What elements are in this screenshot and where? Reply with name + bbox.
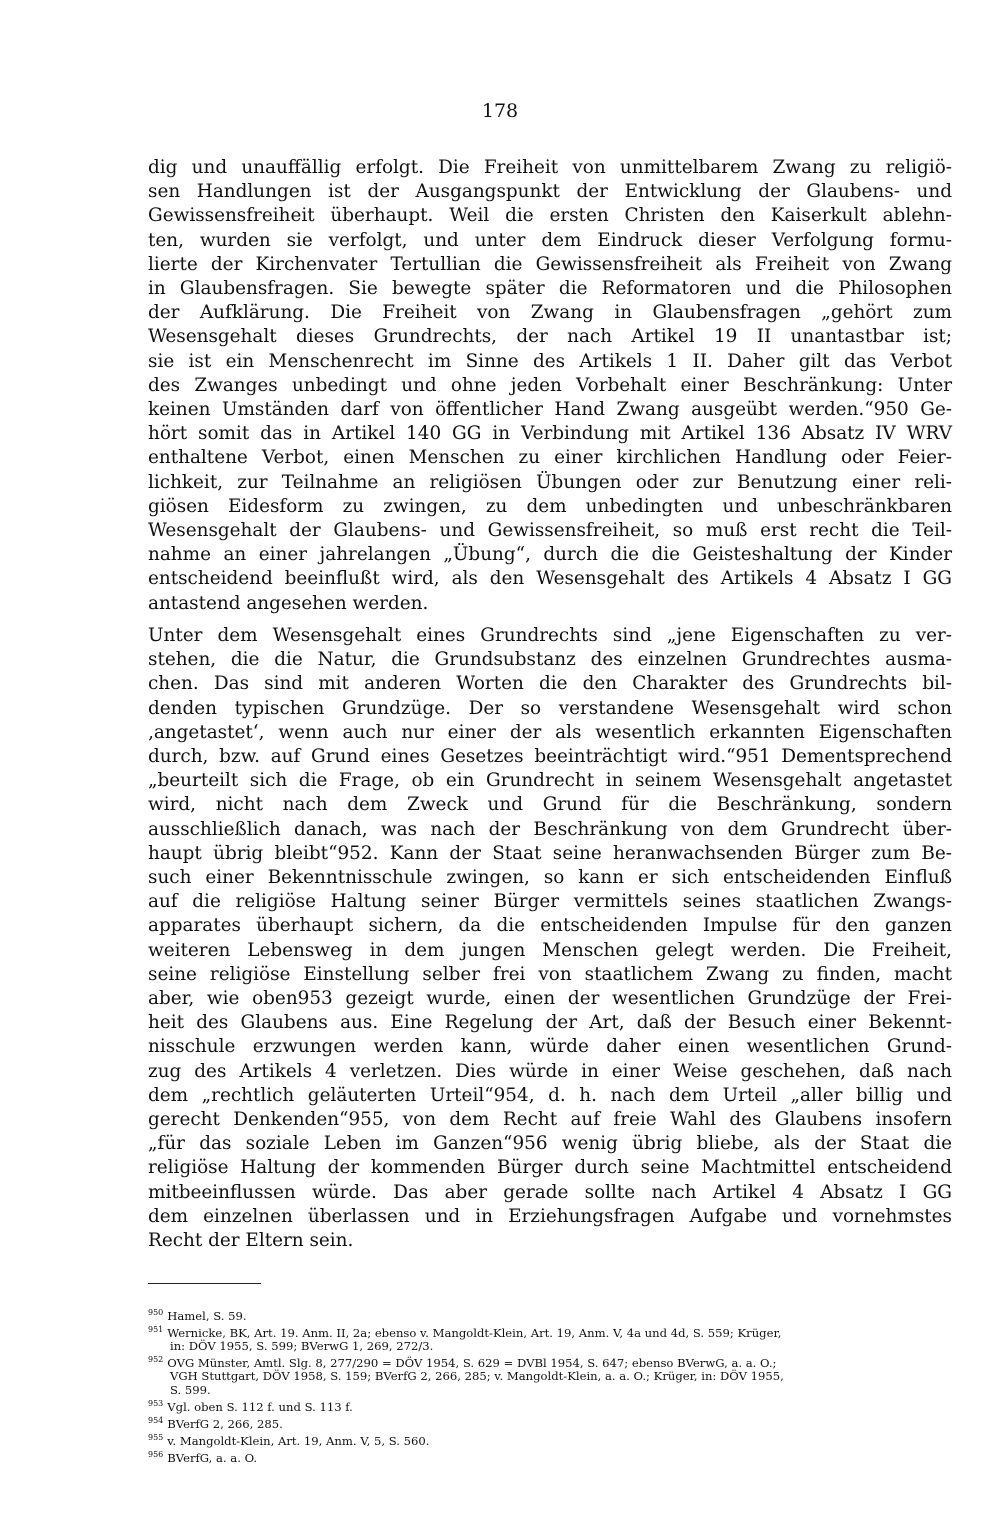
text-line: enthaltene Verbot, einen Menschen zu einer kirchlichen Handlung oder Feier- bbox=[148, 447, 952, 469]
text-line: Wesensgehalt der Glaubens- und Gewissensfreiheit, so muß erst recht die Teil- bbox=[148, 520, 952, 542]
footnote-text: S. 599. bbox=[170, 1382, 211, 1397]
text-line: Wesensgehalt dieses Grundrechts, der nach Artikel 19 II unantastbar ist; bbox=[148, 326, 952, 348]
text-line: gerecht Denkenden“955, von dem Recht auf freie Wahl des Glaubens insofern bbox=[148, 1109, 952, 1131]
text-line: aber, wie oben953 gezeigt wurde, einen der wesentlichen Grundzüge der Frei- bbox=[148, 988, 952, 1010]
footnote-line bbox=[148, 1397, 952, 1414]
text-line: „beurteilt sich die Frage, ob ein Grundrecht in seinem Wesensgehalt angetastet bbox=[148, 770, 952, 792]
text-line: ausschließlich danach, was nach der Beschränkung von dem Grundrecht über- bbox=[148, 818, 952, 840]
text-line: lierte der Kirchenvater Tertullian die Gewissensfreiheit als Freiheit von Zwang bbox=[148, 253, 952, 275]
footnote-text: v. Mangoldt-Klein, Art. 19, Anm. V, 5, S. 560. bbox=[167, 1433, 430, 1448]
footnote-line bbox=[148, 1384, 952, 1397]
footnote-line bbox=[148, 1353, 952, 1370]
page-number: 178 bbox=[481, 100, 519, 122]
footnote-number: 954 bbox=[148, 1415, 164, 1425]
text-line: denden typischen Grundzüge. Der so verstandene Wesensgehalt wird schon bbox=[148, 697, 952, 719]
footnote-number: 955 bbox=[148, 1432, 164, 1442]
text-line: giösen Eidesform zu zwingen, zu dem unbedingten und unbeschränkbaren bbox=[148, 495, 952, 517]
footnote-number: 950 bbox=[148, 1308, 164, 1317]
footnote-line bbox=[148, 1323, 952, 1340]
footnote-text: BVerfG 2, 266, 285. bbox=[167, 1416, 283, 1431]
footnote-number: 956 bbox=[148, 1449, 164, 1459]
text-line: keinen Umständen darf von öffentlicher Hand Zwang ausgeübt werden.“950 Ge- bbox=[148, 399, 952, 421]
text-line: dem „rechtlich geläuterten Urteil“954, d. h. nach dem Urteil „aller billig und bbox=[148, 1084, 952, 1106]
footnote-line bbox=[148, 1340, 952, 1353]
text-line: sie ist ein Menschenrecht im Sinne des Artikels 1 II. Daher gilt das Verbot bbox=[148, 350, 952, 372]
text-line: entscheidend beeinflußt wird, als den Wesensgehalt des Artikels 4 Absatz I GG bbox=[148, 568, 952, 590]
text-line: Recht der Eltern sein. bbox=[148, 1230, 354, 1252]
footnote-number: 953 bbox=[148, 1398, 164, 1408]
footnote-line bbox=[148, 1370, 952, 1383]
footnote-text: BVerfG, a. a. O. bbox=[167, 1450, 258, 1465]
footnotes bbox=[148, 1306, 952, 1465]
text-line: nahme an einer jahrelangen „Übung“, durch die die Geisteshaltung der Kinder bbox=[148, 544, 952, 566]
text-line: Gewissensfreiheit überhaupt. Weil die ersten Christen den Kaiserkult ablehn- bbox=[148, 205, 952, 227]
text-line: such einer Bekenntnisschule zwingen, so kann er sich entscheidenden Einfluß bbox=[148, 867, 952, 889]
text-line: durch, bzw. auf Grund eines Gesetzes beeinträchtigt wird.“951 Dementsprechend bbox=[148, 746, 952, 768]
text-line: dig und unauffällig erfolgt. Die Freiheit von unmittelbarem Zwang zu religiö- bbox=[148, 157, 952, 178]
footnote-text: Vgl. oben S. 112 f. und S. 113 f. bbox=[167, 1399, 353, 1414]
text-line: religiöse Haltung der kommenden Bürger durch seine Machtmittel entscheidend bbox=[148, 1157, 952, 1179]
text-line: mitbeeinflussen würde. Das aber gerade sollte nach Artikel 4 Absatz I GG bbox=[148, 1181, 952, 1203]
text-line: heit des Glaubens aus. Eine Regelung der Art, daß der Besuch einer Bekennt- bbox=[148, 1012, 952, 1034]
text-line: Unter dem Wesensgehalt eines Grundrechts sind „jene Eigenschaften zu ver- bbox=[148, 625, 952, 646]
footnote-text: OVG Münster, Amtl. Slg. 8, 277/290 = DÖV 1954, S. 629 = DVBl 1954, S. 647; ebenso BVerwG, a. a. O.; bbox=[167, 1356, 777, 1371]
text-line: wird, nicht nach dem Zweck und Grund für die Beschränkung, sondern bbox=[148, 794, 952, 816]
footnote-line bbox=[148, 1448, 952, 1465]
text-line: dem einzelnen überlassen und in Erziehungsfragen Aufgabe und vornehmstes bbox=[148, 1205, 952, 1227]
text-line: stehen, die die Natur, die Grundsubstanz des einzelnen Grundrechtes ausma- bbox=[148, 649, 952, 671]
text-line: hört somit das in Artikel 140 GG in Verbindung mit Artikel 136 Absatz IV WRV bbox=[148, 423, 952, 445]
text-line: „für das soziale Leben im Ganzen“956 wenig übrig bliebe, als der Staat die bbox=[148, 1133, 952, 1155]
footnote-line bbox=[148, 1306, 952, 1323]
text-line: des Zwanges unbedingt und ohne jeden Vorbehalt einer Beschränkung: Unter bbox=[148, 374, 952, 396]
footnote-divider bbox=[148, 1283, 261, 1284]
text-line: chen. Das sind mit anderen Worten die den Charakter des Grundrechts bil- bbox=[148, 673, 952, 695]
text-line: auf die religiöse Haltung seiner Bürger vermittels seines staatlichen Zwangs- bbox=[148, 891, 952, 913]
footnote-text: in: DÖV 1955, S. 599; BVerwG 1, 269, 272/3. bbox=[170, 1339, 434, 1354]
footnote-line bbox=[148, 1431, 952, 1448]
footnote-text: Hamel, S. 59. bbox=[167, 1308, 247, 1323]
text-line: apparates überhaupt sichern, da die entscheidenden Impulse für den ganzen bbox=[148, 915, 952, 937]
text-line: ten, wurden sie verfolgt, und unter dem Eindruck dieser Verfolgung formu- bbox=[148, 229, 952, 251]
text-line: weiteren Lebensweg in dem jungen Menschen gelegt werden. Die Freiheit, bbox=[148, 939, 952, 961]
text-line: antastend angesehen werden. bbox=[148, 592, 429, 614]
text-line: sen Handlungen ist der Ausgangspunkt der Entwicklung der Glaubens- und bbox=[148, 181, 952, 203]
footnote-number: 952 bbox=[148, 1355, 164, 1365]
text-line: ‚angetastet‘, wenn auch nur einer der als wesentlich erkannten Eigenschaften bbox=[148, 721, 952, 743]
text-line: der Aufklärung. Die Freiheit von Zwang in Glaubensfragen „gehört zum bbox=[148, 302, 952, 324]
footnote-number: 951 bbox=[148, 1325, 164, 1335]
text-line: zug des Artikels 4 verletzen. Dies würde in einer Weise geschehen, daß nach bbox=[148, 1060, 952, 1082]
text-line: seine religiöse Einstellung selber frei von staatlichem Zwang zu finden, macht bbox=[148, 963, 952, 985]
text-line: haupt übrig bleibt“952. Kann der Staat seine heranwachsenden Bürger zum Be- bbox=[148, 842, 952, 864]
paragraph-2 bbox=[148, 624, 952, 1253]
text-line: nisschule erzwungen werden kann, würde daher einen wesentlichen Grund- bbox=[148, 1036, 952, 1058]
text-line: lichkeit, zur Teilnahme an religiösen Übungen oder zur Benutzung einer reli- bbox=[148, 471, 952, 493]
paragraph-1 bbox=[148, 156, 952, 616]
footnote-line bbox=[148, 1414, 952, 1431]
footnote-text: VGH Stuttgart, DÖV 1958, S. 159; BVerfG 2, 266, 285; v. Mangoldt-Klein, a. a. O.; Krüger, in: DÖV 1955, bbox=[170, 1369, 784, 1384]
footnote-text: Wernicke, BK, Art. 19. Anm. II, 2a; ebenso v. Mangoldt-Klein, Art. 19, Anm. V, 4a und 4d, S. 559; Krüger, bbox=[167, 1325, 782, 1340]
text-line: in Glaubensfragen. Sie bewegte später die Reformatoren und die Philosophen bbox=[148, 278, 952, 300]
